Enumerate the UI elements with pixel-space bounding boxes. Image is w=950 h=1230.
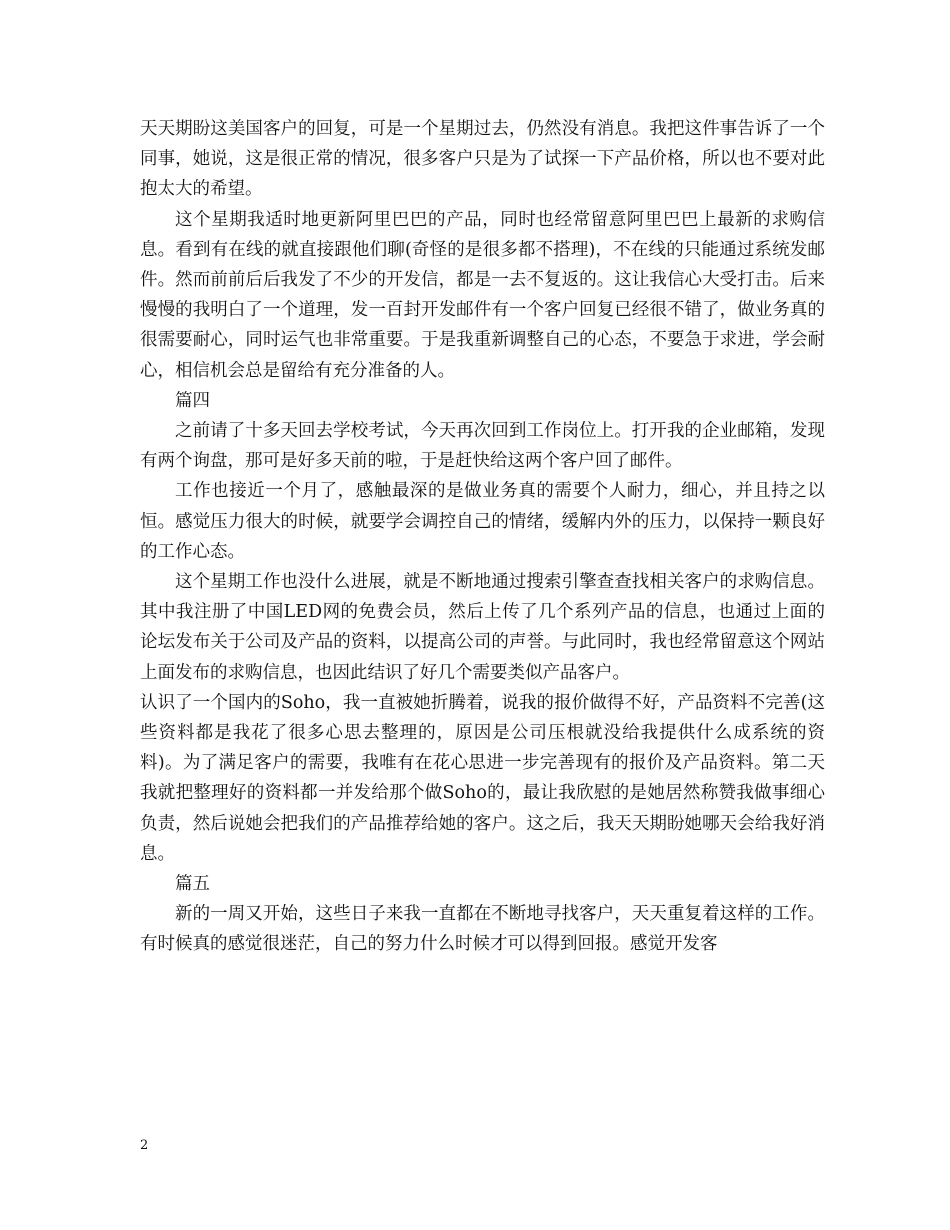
document-body [140, 114, 825, 960]
paragraph-2: 这个星期我适时地更新阿里巴巴的产品，同时也经常留意阿里巴巴上最新的求购信息。看到有在线的就直接跟他们聊(奇怪的是很多都不搭理)，不在线的只能通过系统发邮件。然而前前后后我发了不少的开发信，都是一去不复返的。这让我信心大受打击。后来慢慢的我明白了一个道理，发一百封开发邮件有一个客户回复已经很不错了，做业务真的很需要耐心，同时运气也非常重要。于是我重新调整自己的心态，不要急于求进，学会耐心，相信机会总是留给有充分准备的人。 [140, 209, 825, 381]
page-number: 2 [140, 1138, 149, 1153]
section-heading-4: 篇四 [175, 390, 210, 411]
paragraph-7: 新的一周又开始，这些日子来我一直都在不断地寻找客户，天天重复着这样的工作。有时候真的感觉很迷茫，自己的努力什么时候才可以得到回报。感觉开发客 [140, 904, 825, 955]
paragraph-6: 认识了一个国内的Soho，我一直被她折腾着，说我的报价做得不好，产品资料不完善(这些资料都是我花了很多心思去整理的，原因是公司压根就没给我提供什么成系统的资料)。为了满足客户的需要，我唯有在花心思进一步完善现有的报价及产品资料。第二天我就把整理好的资料都一并发给那个做Soho的，最让我欣慰的是她居然称赞我做事细心负责，然后说她会把我们的产品推荐给她的客户。这之后，我天天期盼她哪天会给我好消息。 [140, 692, 825, 864]
paragraph-3: 之前请了十多天回去学校考试，今天再次回到工作岗位上。打开我的企业邮箱，发现有两个询盘，那可是好多天前的啦，于是赶快给这两个客户回了邮件。 [140, 421, 825, 472]
section-heading-5: 篇五 [175, 874, 210, 895]
paragraph-4: 工作也接近一个月了，感触最深的是做业务真的需要个人耐力，细心，并且持之以恒。感觉压力很大的时候，就要学会调控自己的情绪，缓解内外的压力，以保持一颗良好的工作心态。 [140, 481, 825, 562]
paragraph-1: 天天期盼这美国客户的回复，可是一个星期过去，仍然没有消息。我把这件事告诉了一个同事，她说，这是很正常的情况，很多客户只是为了试探一下产品价格，所以也不要对此抱太大的希望。 [140, 119, 825, 200]
paragraph-5: 这个星期工作也没什么进展，就是不断地通过搜索引擎查查找相关客户的求购信息。其中我注册了中国LED网的免费会员，然后上传了几个系列产品的信息，也通过上面的论坛发布关于公司及产品的资料，以提高公司的声誉。与此同时，我也经常留意这个网站上面发布的求购信息，也因此结识了好几个需要类似产品客户。 [140, 572, 825, 683]
